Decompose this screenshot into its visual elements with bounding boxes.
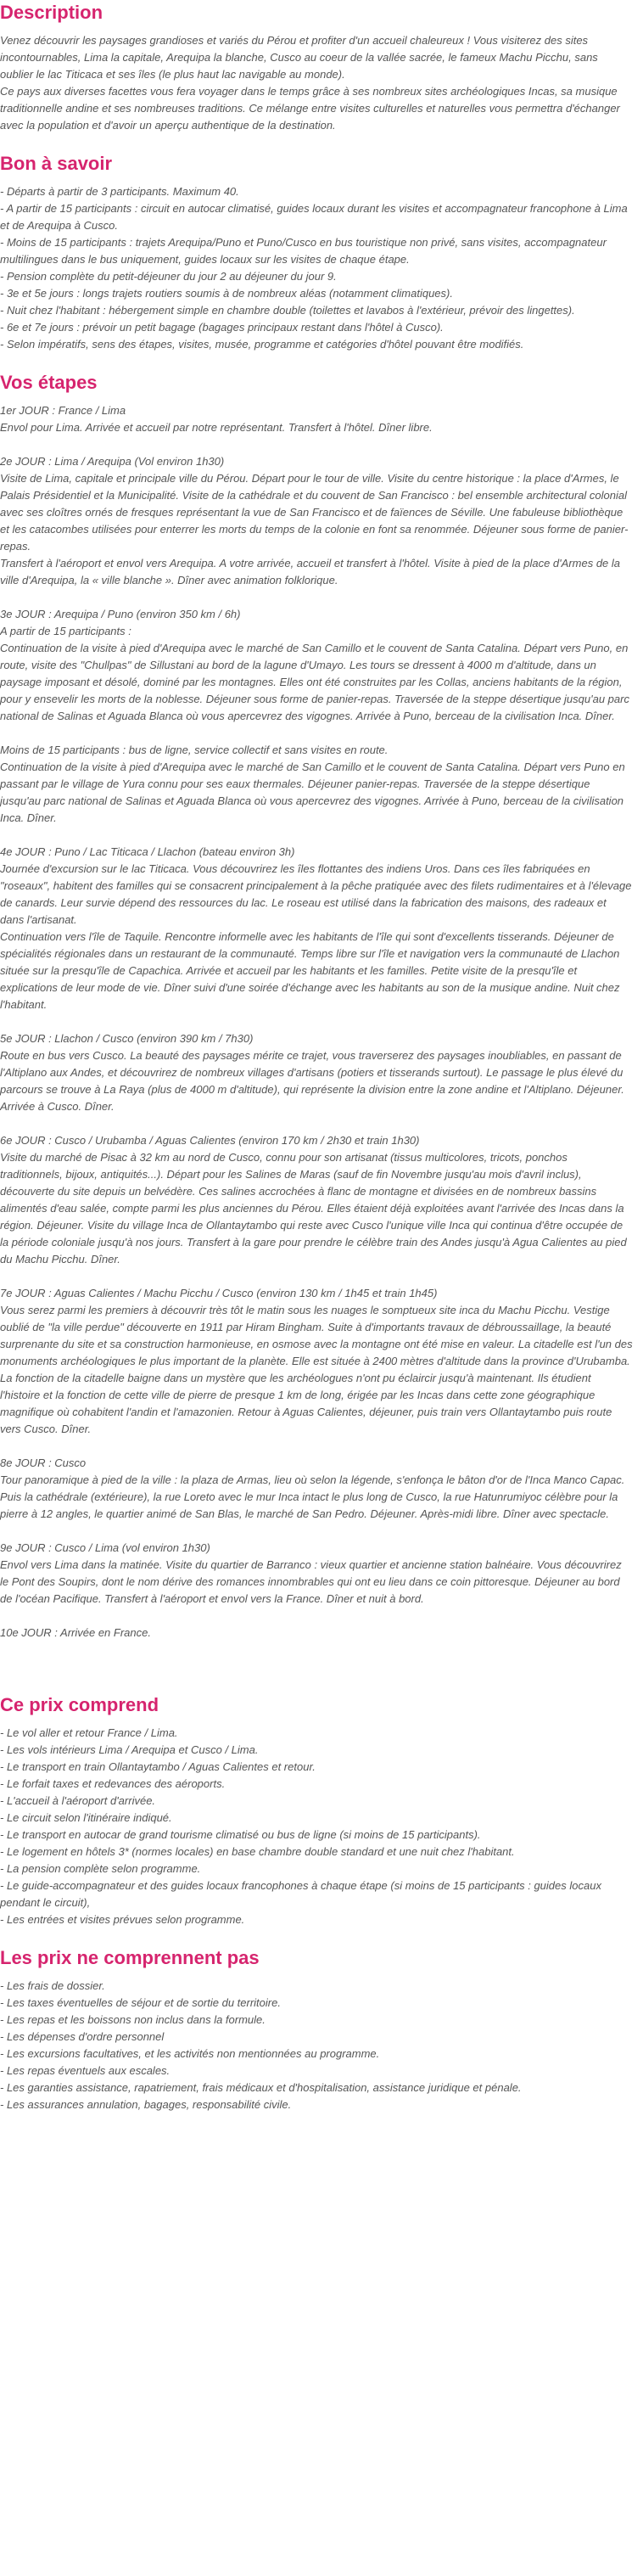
description-paragraph: Ce pays aux diverses facettes vous fera voyager dans le temps grâce à ses nombreux sites archéologiques Incas, sa musique traditionnelle andine et ses nombreuses traditions. Ce mélange entre visites culturelles et naturelles vous permettra d'échanger avec la population et d'avoir un aperçu authentique de la destination. <box>0 85 620 132</box>
day-heading: Moins de 15 participants : bus de ligne, service collectif et sans visites en route. <box>0 744 389 756</box>
prix-ne-comprend-item: - Les repas et les boissons non inclus dans la formule. <box>0 2013 266 2026</box>
bon-a-savoir-section <box>0 151 633 353</box>
day-text: Journée d'excursion sur le lac Titicaca. Vous découvrirez les îles flottantes des indiens Uros. Dans ces îles fabriquées en "roseaux", habitent des familles qui se consacrent principalement à la pêche pratiquée avec des filets rudimentaires et à l'élevage de canards. Leur survie dépend des ressources du lac. Le roseau est utilisé dans la fabrication des maisons, des radeaux et dans l'artisanat. <box>0 862 632 926</box>
day-heading: 3e JOUR : Arequipa / Puno (environ 350 km / 6h) <box>0 608 241 620</box>
day-heading: 8e JOUR : Cusco <box>0 1456 87 1469</box>
prix-comprend-section <box>0 1692 633 1928</box>
prix-comprend-item: - La pension complète selon programme. <box>0 1862 201 1875</box>
bon-a-savoir-item: - Moins de 15 participants : trajets Arequipa/Puno et Puno/Cusco en bus touristique non privé, sans visites, accompagnateur multilingues dans le bus uniquement, guides locaux sur les visites de chaque étape. <box>0 236 607 266</box>
prix-ne-comprend-item: - Les excursions facultatives, et les activités non mentionnées au programme. <box>0 2047 380 2060</box>
prix-comprend-item: - Le transport en autocar de grand tourisme climatisé ou bus de ligne (si moins de 15 participants). <box>0 1828 481 1841</box>
prix-ne-comprend-list <box>0 1978 633 2113</box>
day-text: Continuation de la visite à pied d'Arequipa avec le marché de San Camillo et le couvent de Santa Catalina. Départ vers Puno en passant par le village de Yura connu pour ses eaux thermales. Déjeuner panier-repas. Traversée de la steppe désertique jusqu'au parc national de Salinas et Aguada Blanca où vous apercevrez des vigognes. Arrivée à Puno, berceau de la civilisation Inca. Dîner. <box>0 760 625 824</box>
prix-ne-comprend-item: - Les frais de dossier. <box>0 1979 105 1992</box>
prix-comprend-item: - Le vol aller et retour France / Lima. <box>0 1726 178 1739</box>
prix-comprend-title: Ce prix comprend <box>0 1694 159 1715</box>
day-text: Visite de Lima, capitale et principale ville du Pérou. Départ pour le tour de ville. Visite du centre historique : la place d'Armes, le Palais Présidentiel et la Municipalité. Visite de la cathédrale et du couvent de San Francisco : bel ensemble architectural colonial avec ses cloîtres ornés de fresques représentant la vue de San Francisco et de faïences de Séville. Une fabuleuse bibliothèque et les catacombes utilisées pour enterrer les morts du temps de la colonie en font sa renommée. Déjeuner sous forme de panier-repas. <box>0 472 629 553</box>
bon-a-savoir-item: - Pension complète du petit-déjeuner du jour 2 au déjeuner du jour 9. <box>0 270 337 283</box>
day-heading: 7e JOUR : Aguas Calientes / Machu Picchu / Cusco (environ 130 km / 1h45 et train 1h45) <box>0 1287 438 1299</box>
prix-ne-comprend-item: - Les repas éventuels aux escales. <box>0 2064 171 2077</box>
prix-comprend-item: - Le guide-accompagnateur et des guides locaux francophones à chaque étape (si moins de 15 participants : guides locaux pendant le circuit), <box>0 1879 601 1909</box>
day-heading: 1er JOUR : France / Lima <box>0 404 126 417</box>
prix-ne-comprend-item: - Les assurances annulation, bagages, responsabilité civile. <box>0 2098 292 2111</box>
bon-a-savoir-title: Bon à savoir <box>0 153 113 174</box>
day-heading: 5e JOUR : Llachon / Cusco (environ 390 km / 7h30) <box>0 1032 254 1045</box>
description-section <box>0 0 633 134</box>
description-title: Description <box>0 2 103 23</box>
description-paragraph: Venez découvrir les paysages grandioses et variés du Pérou et profiter d'un accueil chaleureux ! Vous visiterez des sites incontournables, Lima la capitale, Arequipa la blanche, Cusco au coeur de la vallée sacrée, le fameux Machu Picchu, sans oublier le lac Titicaca et ses îles (le plus haut lac navigable au monde). <box>0 34 598 81</box>
prix-ne-comprend-title: Les prix ne comprennent pas <box>0 1947 260 1968</box>
day-heading: 9e JOUR : Cusco / Lima (vol environ 1h30) <box>0 1541 210 1554</box>
day-block <box>0 742 633 827</box>
bon-a-savoir-item: - 6e et 7e jours : prévoir un petit bagage (bagages principaux restant dans l'hôtel à Cusco). <box>0 321 444 334</box>
day-block <box>0 1455 633 1523</box>
day-block <box>0 1030 633 1115</box>
day-text: Continuation de la visite à pied d'Arequipa avec le marché de San Camillo et le couvent de Santa Catalina. Départ vers Puno, en route, visite des "Chullpas" de Sillustani au bord de la lagune d'Umayo. Les tours se dressent à 4000 m d'altitude, dans un paysage imposant et désolé, dominé par les montagnes. Elles ont été construites par les Collas, anciens habitants de la région, pour y ensevelir les morts de la noblesse. Déjeuner sous forme de panier-repas. Traversée de la steppe désertique jusqu'au parc national de Salinas et Aguada Blanca où vous apercevrez des vigognes. Arrivée à Puno, berceau de la civilisation Inca. Dîner. <box>0 642 629 722</box>
day-text: Vous serez parmi les premiers à découvrir très tôt le matin sous les nuages le somptueux site inca du Machu Picchu. Vestige oublié de "la ville perdue" découverte en 1911 par Hiram Bingham. Suite à d'importants travaux de débroussaillage, la beauté surprenante du site et sa construction harmonieuse, en osmose avec la montagne ont été mise en valeur. La citadelle est l'un des monuments archéologiques le plus important de la planète. Elle est située à 2400 mètres d'altitude dans la province d'Urubamba. La fonction de la citadelle baigne dans un mystère que les archéologues n'ont pu éclaircir jusqu'à maintenant. Ils étudient l'histoire et la fonction de cette ville de pierre de presque 1 km de long, érigée par les Incas dans cette zone géographique magnifique où cohabitent l'andin et l'amazonien. Retour à Aguas Calientes, déjeuner, puis train vers Ollantaytambo puis route vers Cusco. Dîner. <box>0 1304 633 1435</box>
day-text: Envol vers Lima dans la matinée. Visite du quartier de Barranco : vieux quartier et ancienne station balnéaire. Vous découvrirez le Pont des Soupirs, dont le nom dérive des romances innombrables qui ont eu lieu dans ce coin pittoresque. Déjeuner au bord de l'océan Pacifique. Transfert à l'aéroport et envol vers la France. Dîner et nuit à bord. <box>0 1558 622 1605</box>
etapes-section <box>0 370 633 1642</box>
prix-comprend-list <box>0 1725 633 1928</box>
prix-comprend-item: - Les entrées et visites prévues selon programme. <box>0 1913 245 1926</box>
bon-a-savoir-item: - 3e et 5e jours : longs trajets routiers soumis à de nombreux aléas (notamment climatiques). <box>0 287 453 300</box>
day-block <box>0 453 633 589</box>
day-text: A partir de 15 participants : <box>0 625 131 637</box>
day-text: Tour panoramique à pied de la ville : la plaza de Armas, lieu où selon la légende, s'enfonça le bâton d'or de l'Inca Manco Capac. Puis la cathédrale (extérieure), la rue Loreto avec le mur Inca intact le plus long de Cusco, la rue Hatunrumiyoc célèbre pour la pierre à 12 angles, le quartier animé de San Blas, le marché de San Pedro. Déjeuner. Après-midi libre. Dîner avec spectacle. <box>0 1473 625 1520</box>
prix-ne-comprend-section <box>0 1945 633 2113</box>
bon-a-savoir-list <box>0 183 633 353</box>
day-text: Envol pour Lima. Arrivée et accueil par notre représentant. Transfert à l'hôtel. Dîner libre. <box>0 421 433 434</box>
bon-a-savoir-item: - Départs à partir de 3 participants. Maximum 40. <box>0 185 239 198</box>
prix-comprend-item: - Le logement en hôtels 3* (normes locales) en base chambre double standard et une nuit chez l'habitant. <box>0 1845 515 1858</box>
day-text: Transfert à l'aéroport et envol vers Arequipa. A votre arrivée, accueil et transfert à l'hôtel. Visite à pied de la place d'Armes de la ville d'Arequipa, la « ville blanche ». Dîner avec animation folklorique. <box>0 557 621 586</box>
day-text: Continuation vers l'île de Taquile. Rencontre informelle avec les habitants de l'île qui sont d'excellents tisserands. Déjeuner de spécialités régionales dans un restaurant de la communauté. Temps libre sur l'île et navigation vers la communauté de Llachon située sur la presqu'île de Capachica. Arrivée et accueil par les habitants et les familles. Petite visite de la presqu'île et explications de leur mode de vie. Dîner suivi d'une soirée d'échange avec les habitants au son de la musique andine. Nuit chez l'habitant. <box>0 930 620 1011</box>
day-heading: 2e JOUR : Lima / Arequipa (Vol environ 1h30) <box>0 455 225 468</box>
day-text: Route en bus vers Cusco. La beauté des paysages mérite ce trajet, vous traverserez des paysages inoubliables, en passant de l'Altiplano aux Andes, et découvrirez de nombreux villages d'artisans (potiers et tisserands surtout). Le passage le plus élevé du parcours se trouve à La Raya (plus de 4000 m d'altitude), qui représente la division entre la zone andine et l'Altiplano. Déjeuner. Arrivée à Cusco. Dîner. <box>0 1049 624 1113</box>
day-block <box>0 402 633 436</box>
day-block <box>0 1285 633 1438</box>
day-heading: 10e JOUR : Arrivée en France. <box>0 1626 151 1639</box>
day-heading: 6e JOUR : Cusco / Urubamba / Aguas Calientes (environ 170 km / 2h30 et train 1h30) <box>0 1134 420 1147</box>
bon-a-savoir-item: - Selon impératifs, sens des étapes, visites, musée, programme et catégories d'hôtel pouvant être modifiés. <box>0 338 524 351</box>
prix-ne-comprend-item: - Les taxes éventuelles de séjour et de sortie du territoire. <box>0 1996 281 2009</box>
prix-comprend-item: - Le forfait taxes et redevances des aéroports. <box>0 1777 226 1790</box>
prix-ne-comprend-item: - Les garanties assistance, rapatriement, frais médicaux et d'hospitalisation, assistance juridique et pénale. <box>0 2081 522 2094</box>
etapes-title: Vos étapes <box>0 372 98 393</box>
day-block <box>0 844 633 1013</box>
prix-comprend-item: - Les vols intérieurs Lima / Arequipa et Cusco / Lima. <box>0 1743 259 1756</box>
prix-comprend-item: - L'accueil à l'aéroport d'arrivée. <box>0 1794 156 1807</box>
prix-comprend-item: - Le transport en train Ollantaytambo / Aguas Calientes et retour. <box>0 1760 316 1773</box>
day-block <box>0 606 633 725</box>
day-text: Visite du marché de Pisac à 32 km au nord de Cusco, connu pour son artisanat (tissus multicolores, tricots, ponchos traditionnels, bijoux, antiquités...). Départ pour les Salines de Maras (sauf de fin Novembre jusqu'au mois d'avril inclus), découverte du site depuis un belvédère. Ces salines accrochées à flanc de montagne et divisées en de nombreux bassins alimentés d'eau salée, compte parmi les plus anciennes du Pérou. Elles étaient déjà exploitées avant l'arrivée des Incas dans la région. Déjeuner. Visite du village Inca de Ollantaytambo qui reste avec Cusco l'unique ville Inca qui continua d'être occupée de la période coloniale jusqu'à nos jours. Transfert à la gare pour prendre le célèbre train des Andes jusqu'à Agua Calientes au pied du Machu Picchu. Dîner. <box>0 1151 627 1266</box>
day-block <box>0 1132 633 1268</box>
day-block <box>0 1540 633 1608</box>
prix-ne-comprend-item: - Les dépenses d'ordre personnel <box>0 2030 165 2043</box>
prix-comprend-item: - Le circuit selon l'itinéraire indiqué. <box>0 1811 172 1824</box>
day-heading: 4e JOUR : Puno / Lac Titicaca / Llachon (bateau environ 3h) <box>0 845 295 858</box>
bon-a-savoir-item: - Nuit chez l'habitant : hébergement simple en chambre double (toilettes et lavabos à l'extérieur, prévoir des lingettes). <box>0 304 575 317</box>
etapes-list <box>0 402 633 1642</box>
day-block <box>0 1625 633 1642</box>
bon-a-savoir-item: - A partir de 15 participants : circuit en autocar climatisé, guides locaux durant les visites et accompagnateur francophone à Lima et de Arequipa à Cusco. <box>0 202 628 232</box>
